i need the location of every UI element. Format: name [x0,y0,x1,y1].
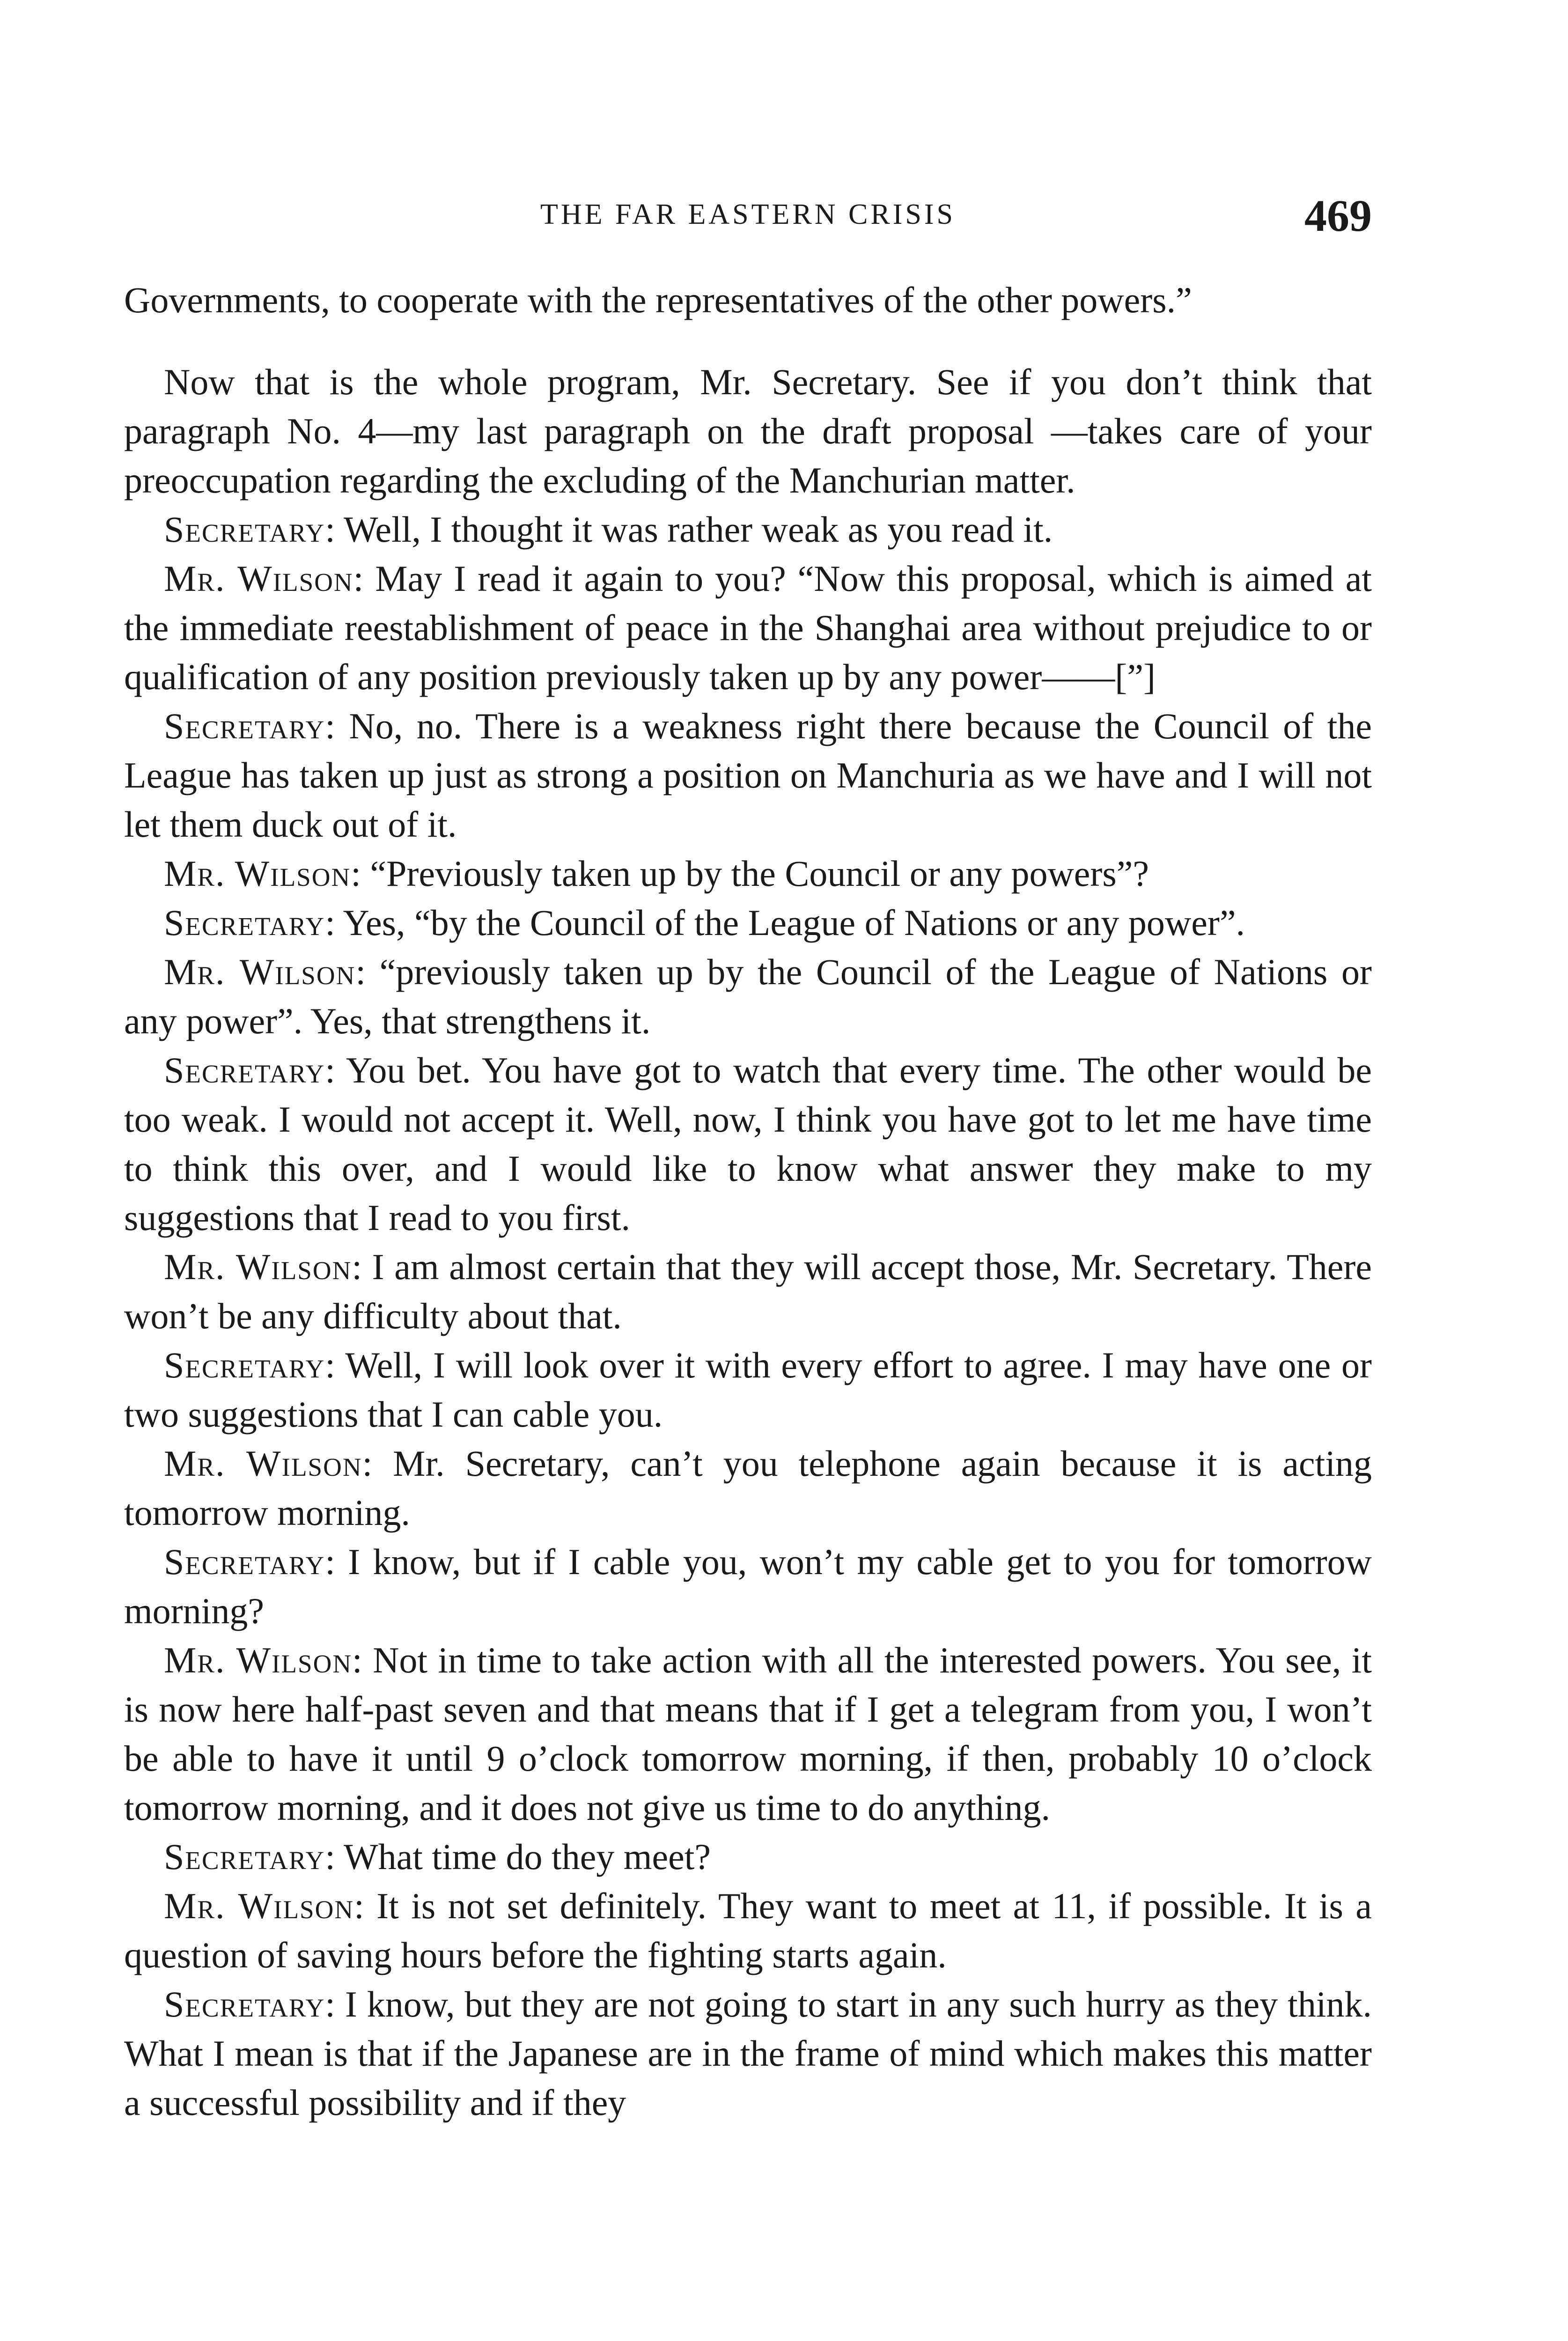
paragraph-text: Now that is the whole program, Mr. Secretary. See if you don’t think that paragraph No. 4—my last paragraph on the draft proposal —takes care of your preoccupation regarding the excluding of the Manchurian matter. [124,361,1372,501]
speaker-label: Mr. Wilson [164,1885,354,1926]
dialogue-paragraph: Mr. Wilson: May I read it again to you? “Now this proposal, which is aimed at the immediate reestablishment of peace in the Shanghai area without prejudice to or qualification of any position previously taken up by any power——[”] [124,558,1372,697]
dialogue-paragraph: Mr. Wilson: “Previously taken up by the Council or any powers”? [164,853,1149,894]
speaker-label: Secretary [164,1984,325,2024]
dialogue-paragraph: Secretary: What time do they meet? [164,1836,711,1877]
paragraph-text: “Previously taken up by the Council or any powers”? [370,853,1149,894]
speaker-label: Mr. Wilson [164,951,356,992]
dialogue-paragraph: Secretary: Well, I will look over it with every effort to agree. I may have one or two suggestions that I can cable you. [124,1345,1372,1435]
speaker-label: Mr. Wilson [164,1443,362,1484]
speaker-label: Secretary [164,1345,325,1385]
paragraph-text: Yes, “by the Council of the League of Nations or any power”. [343,902,1245,943]
dialogue-paragraph: Secretary: No, no. There is a weakness right there because the Council of the League has taken up just as strong a position on Manchuria as we have and I will not let them duck out of it. [124,706,1372,845]
paragraph-text: No, no. There is a weakness right there because the Council of the League has taken up just as strong a position on Manchuria as we have and I will not let them duck out of it. [124,706,1372,845]
dialogue-paragraph: Mr. Wilson: Not in time to take action with all the interested powers. You see, it is now here half-past seven and that means that if I get a telegram from you, I won’t be able to have it until 9 o’clock tomorrow morning, if then, probably 10 o’clock tomorrow morning, and it does not give us time to do anything. [124,1640,1372,1828]
dialogue-paragraph: Mr. Wilson: It is not set definitely. They want to meet at 11, if possible. It is a question of saving hours before the fighting starts again. [124,1885,1372,1975]
speaker-label: Secretary [164,1541,325,1582]
running-head [124,190,1372,241]
speaker-label: Mr. Wilson [164,558,353,599]
running-title: THE FAR EASTERN CRISIS [540,199,956,230]
speaker-label: Secretary [164,1836,325,1877]
paragraph-text: Governments, to cooperate with the representatives of the other powers.” [124,280,1192,320]
paragraph-text: Not in time to take action with all the interested powers. You see, it is now here half-past seven and that means that if I get a telegram from you, I won’t be able to have it until 9 o’clock tomorrow morning, if then, probably 10 o’clock tomorrow morning, and it does not give us time to do anything. [124,1640,1372,1828]
dialogue-paragraph: Mr. Wilson: Mr. Secretary, can’t you telephone again because it is acting tomorrow morning. [124,1443,1372,1533]
dialogue-paragraph: Secretary: You bet. You have got to watch that every time. The other would be too weak. I would not accept it. Well, now, I think you have got to let me have time to think this over, and I would like to know what answer they make to my suggestions that I read to you first. [124,1050,1372,1238]
dialogue-paragraph: Secretary: I know, but if I cable you, won’t my cable get to you for tomorrow morning? [124,1541,1372,1631]
paragraph-text: I know, but if I cable you, won’t my cable get to you for tomorrow morning? [124,1541,1372,1631]
page-number: 469 [1304,191,1372,241]
body-text [124,275,1372,2127]
dialogue-paragraph: Secretary: Yes, “by the Council of the League of Nations or any power”. [164,902,1245,943]
paragraph [124,275,1372,324]
speaker-label: Mr. Wilson [164,1246,352,1287]
paragraph-text: Mr. Secretary, can’t you telephone again because it is acting tomorrow morning. [124,1443,1372,1533]
paragraph-text: I am almost certain that they will accept those, Mr. Secretary. There won’t be any difficulty about that. [124,1246,1372,1336]
speaker-label: Mr. Wilson [164,853,351,894]
dialogue-paragraph: Secretary: Well, I thought it was rather weak as you read it. [164,509,1053,550]
dialogue-paragraph: Mr. Wilson: I am almost certain that they will accept those, Mr. Secretary. There won’t be any difficulty about that. [124,1246,1372,1336]
paragraph-text: You bet. You have got to watch that every time. The other would be too weak. I would not accept it. Well, now, I think you have got to let me have time to think this over, and I would like to know what answer they make to my suggestions that I read to you first. [124,1050,1372,1238]
paragraph-text: It is not set definitely. They want to meet at 11, if possible. It is a question of saving hours before the fighting starts again. [124,1885,1372,1975]
paragraph-text: “previously taken up by the Council of the League of Nations or any power”. Yes, that strengthens it. [124,951,1372,1041]
speaker-label: Secretary [164,902,325,943]
paragraph-text: Well, I thought it was rather weak as you read it. [344,509,1053,550]
paragraph [124,357,1372,505]
dialogue-paragraph: Mr. Wilson: “previously taken up by the Council of the League of Nations or any power”. Yes, that strengthens it. [124,951,1372,1041]
speaker-label: Secretary [164,1050,325,1090]
speaker-label: Secretary [164,509,325,550]
paragraph-text: What time do they meet? [344,1836,711,1877]
paragraph-text: Well, I will look over it with every effort to agree. I may have one or two suggestions that I can cable you. [124,1345,1372,1435]
paragraph-text: I know, but they are not going to start in any such hurry as they think. What I mean is that if the Japanese are in the frame of mind which makes this matter a successful possibility and if they [124,1984,1372,2123]
paragraph-text: May I read it again to you? “Now this proposal, which is aimed at the immediate reestablishment of peace in the Shanghai area without prejudice to or qualification of any position previously taken up by any power——[”] [124,558,1372,697]
speaker-label: Mr. Wilson [164,1640,353,1680]
dialogue-paragraph: Secretary: I know, but they are not going to start in any such hurry as they think. What I mean is that if the Japanese are in the frame of mind which makes this matter a successful possibility and if they [124,1984,1372,2123]
speaker-label: Secretary [164,706,325,746]
